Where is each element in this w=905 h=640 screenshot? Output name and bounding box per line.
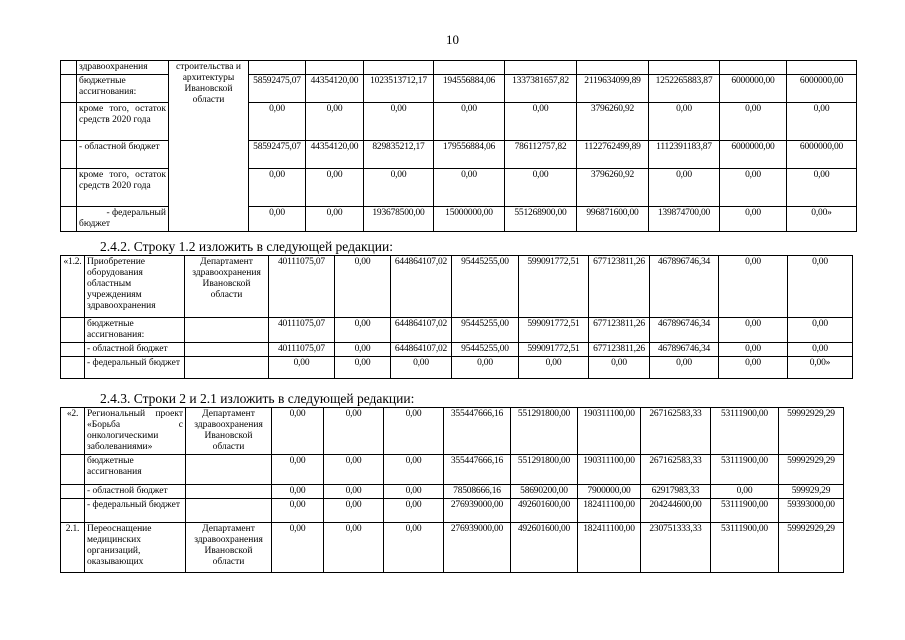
- amount-cell: 7900000,00: [578, 485, 641, 499]
- row-number: [61, 357, 85, 379]
- amount-cell: 3796260,92: [577, 103, 649, 141]
- amount-cell: 40111075,07: [269, 256, 335, 318]
- amount-cell: 0,00: [384, 455, 444, 485]
- row-name: кроме того, остаток средств 2020 года: [77, 103, 169, 141]
- row-name: Переоснащение медицинских организаций, оказывающих: [85, 523, 186, 573]
- table-row: [61, 318, 853, 343]
- amount-cell: 1122762499,89: [577, 141, 649, 169]
- amount-cell: 677123811,26: [589, 256, 650, 318]
- executor-cell: [185, 318, 269, 343]
- amount-cell: 0,00: [364, 103, 434, 141]
- row-name: - областной бюджет: [85, 343, 185, 357]
- amount-cell: 0,00: [249, 207, 306, 232]
- table-row: [61, 523, 844, 573]
- amount-cell: 0,00: [589, 357, 650, 379]
- row-name: - федеральный бюджет: [85, 499, 186, 523]
- amount-cell: 95445255,00: [452, 343, 519, 357]
- amount-cell: 0,00: [324, 408, 384, 455]
- table-continuation: [60, 60, 857, 232]
- amount-cell: 0,00: [719, 343, 788, 357]
- amount-cell: 139874700,00: [649, 207, 720, 232]
- amount-cell: 58592475,07: [249, 75, 306, 103]
- amount-cell: 1023513712,17: [364, 75, 434, 103]
- amount-cell: 644864107,02: [391, 318, 452, 343]
- amount-cell: 62917983,33: [641, 485, 711, 499]
- section-heading-2-4-3: 2.4.3. Строки 2 и 2.1 изложить в следующей редакции:: [100, 391, 415, 406]
- amount-cell: 0,00: [335, 357, 391, 379]
- row-name: Региональный проект «Борьба с онкологическими заболеваниями»: [85, 408, 186, 455]
- amount-cell: 95445255,00: [452, 318, 519, 343]
- amount-cell: [249, 61, 306, 75]
- amount-cell: 40111075,07: [269, 318, 335, 343]
- row-number: «2.: [61, 408, 85, 455]
- amount-cell: 0,00: [788, 343, 853, 357]
- amount-cell: [306, 61, 364, 75]
- amount-cell: 996871600,00: [577, 207, 649, 232]
- amount-cell: 58690200,00: [511, 485, 578, 499]
- amount-cell: 0,00: [505, 103, 577, 141]
- row-number: [61, 169, 77, 207]
- amount-cell: [364, 61, 434, 75]
- amount-cell: 59992929,29: [779, 408, 844, 455]
- amount-cell: 0,00: [364, 169, 434, 207]
- amount-cell: 193678500,00: [364, 207, 434, 232]
- row-number: [61, 318, 85, 343]
- amount-cell: 467896746,34: [650, 343, 719, 357]
- amount-cell: 0,00: [384, 523, 444, 573]
- amount-cell: 0,00: [335, 343, 391, 357]
- executor-cell: [186, 485, 272, 499]
- row-number: 2.1.: [61, 523, 85, 573]
- row-name: здравоохранения: [77, 61, 169, 75]
- amount-cell: 0,00: [306, 169, 364, 207]
- executor-cell: Департамент здравоохранения Ивановской области: [185, 256, 269, 318]
- amount-cell: 644864107,02: [391, 343, 452, 357]
- amount-cell: 1252265883,87: [649, 75, 720, 103]
- amount-cell: 0,00: [249, 103, 306, 141]
- amount-cell: 467896746,34: [650, 256, 719, 318]
- table-row: [61, 256, 853, 318]
- amount-cell: 551291800,00: [511, 455, 578, 485]
- amount-cell: 190311100,00: [578, 455, 641, 485]
- row-number: [61, 499, 85, 523]
- amount-cell: 677123811,26: [589, 318, 650, 343]
- amount-cell: 0,00: [719, 357, 788, 379]
- amount-cell: 0,00: [384, 408, 444, 455]
- amount-cell: 0,00: [649, 169, 720, 207]
- row-name: бюджетные ассигнования:: [77, 75, 169, 103]
- amount-cell: 0,00: [324, 485, 384, 499]
- amount-cell: 95445255,00: [452, 256, 519, 318]
- row-number: «1.2.: [61, 256, 85, 318]
- amount-cell: 0,00: [719, 318, 788, 343]
- row-number: [61, 455, 85, 485]
- amount-cell: 267162583,33: [641, 408, 711, 455]
- row-number: [61, 485, 85, 499]
- amount-cell: 0,00: [391, 357, 452, 379]
- amount-cell: 786112757,82: [505, 141, 577, 169]
- amount-cell: 1112391183,87: [649, 141, 720, 169]
- amount-cell: 829835212,17: [364, 141, 434, 169]
- amount-cell: 276939000,00: [444, 523, 511, 573]
- amount-cell: 599091772,51: [519, 343, 589, 357]
- amount-cell: 59393000,00: [779, 499, 844, 523]
- executor-cell: [185, 357, 269, 379]
- amount-cell: 0,00: [720, 207, 787, 232]
- amount-cell: 677123811,26: [589, 343, 650, 357]
- row-name: - областной бюджет: [85, 485, 186, 499]
- amount-cell: 78508666,16: [444, 485, 511, 499]
- row-number: [61, 343, 85, 357]
- amount-cell: 58592475,07: [249, 141, 306, 169]
- amount-cell: 0,00: [505, 169, 577, 207]
- amount-cell: [649, 61, 720, 75]
- row-name: - федеральный бюджет: [77, 207, 169, 232]
- amount-cell: [720, 61, 787, 75]
- amount-cell: 1337381657,82: [505, 75, 577, 103]
- amount-cell: 0,00: [788, 318, 853, 343]
- amount-cell: [434, 61, 505, 75]
- amount-cell: 59992929,29: [779, 523, 844, 573]
- amount-cell: 0,00»: [787, 207, 857, 232]
- amount-cell: 276939000,00: [444, 499, 511, 523]
- amount-cell: 0,00: [434, 103, 505, 141]
- executor-cell: [186, 455, 272, 485]
- amount-cell: 0,00: [788, 256, 853, 318]
- table-row: [61, 455, 844, 485]
- executor-cell: Департамент здравоохранения Ивановской области: [186, 408, 272, 455]
- row-number: [61, 61, 77, 75]
- table-row: [61, 343, 853, 357]
- amount-cell: 0,00: [711, 485, 779, 499]
- amount-cell: 44354120,00: [306, 141, 364, 169]
- executor-cell: [185, 343, 269, 357]
- amount-cell: 190311100,00: [578, 408, 641, 455]
- amount-cell: 53111900,00: [711, 499, 779, 523]
- amount-cell: 0,00: [324, 499, 384, 523]
- amount-cell: 15000000,00: [434, 207, 505, 232]
- amount-cell: 0,00: [335, 256, 391, 318]
- amount-cell: 40111075,07: [269, 343, 335, 357]
- table-row: [61, 499, 844, 523]
- amount-cell: 0,00: [787, 169, 857, 207]
- row-name: - федеральный бюджет: [85, 357, 185, 379]
- row-name: - областной бюджет: [77, 141, 169, 169]
- table-row: [61, 61, 857, 75]
- amount-cell: 0,00: [272, 523, 324, 573]
- amount-cell: [505, 61, 577, 75]
- amount-cell: 6000000,00: [720, 141, 787, 169]
- amount-cell: 0,00: [306, 103, 364, 141]
- amount-cell: 0,00: [720, 169, 787, 207]
- amount-cell: 0,00: [650, 357, 719, 379]
- amount-cell: 0,00: [335, 318, 391, 343]
- amount-cell: [787, 61, 857, 75]
- page-number: 10: [446, 32, 459, 47]
- amount-cell: 0,00: [720, 103, 787, 141]
- amount-cell: 194556884,06: [434, 75, 505, 103]
- row-number: [61, 141, 77, 169]
- amount-cell: 599091772,51: [519, 318, 589, 343]
- table-row: [61, 357, 853, 379]
- amount-cell: 0,00: [272, 408, 324, 455]
- amount-cell: 0,00: [324, 523, 384, 573]
- amount-cell: 0,00: [272, 499, 324, 523]
- amount-cell: 355447666,16: [444, 408, 511, 455]
- amount-cell: 0,00: [384, 485, 444, 499]
- amount-cell: 0,00: [384, 499, 444, 523]
- section-heading-2-4-2: 2.4.2. Строку 1.2 изложить в следующей редакции:: [100, 239, 393, 254]
- table-row-1-2: [60, 255, 853, 379]
- amount-cell: 0,00: [434, 169, 505, 207]
- amount-cell: 0,00: [649, 103, 720, 141]
- amount-cell: 6000000,00: [787, 75, 857, 103]
- amount-cell: 59992929,29: [779, 455, 844, 485]
- amount-cell: 644864107,02: [391, 256, 452, 318]
- amount-cell: 0,00: [272, 455, 324, 485]
- amount-cell: 44354120,00: [306, 75, 364, 103]
- amount-cell: 6000000,00: [720, 75, 787, 103]
- amount-cell: 230751333,33: [641, 523, 711, 573]
- row-number: [61, 207, 77, 232]
- amount-cell: 492601600,00: [511, 499, 578, 523]
- table-rows-2-and-2-1: [60, 407, 844, 573]
- amount-cell: 53111900,00: [711, 455, 779, 485]
- amount-cell: 182411100,00: [578, 523, 641, 573]
- amount-cell: 53111900,00: [711, 523, 779, 573]
- amount-cell: 551268900,00: [505, 207, 577, 232]
- amount-cell: 0,00: [249, 169, 306, 207]
- executor-cell: [186, 499, 272, 523]
- amount-cell: 467896746,34: [650, 318, 719, 343]
- amount-cell: 204244600,00: [641, 499, 711, 523]
- amount-cell: 0,00: [324, 455, 384, 485]
- amount-cell: 3796260,92: [577, 169, 649, 207]
- amount-cell: 179556884,06: [434, 141, 505, 169]
- row-name: Приобретение оборудования областным учреждениям здравоохранения: [85, 256, 185, 318]
- amount-cell: 599929,29: [779, 485, 844, 499]
- amount-cell: 0,00: [719, 256, 788, 318]
- amount-cell: 0,00: [519, 357, 589, 379]
- amount-cell: 0,00: [452, 357, 519, 379]
- amount-cell: [577, 61, 649, 75]
- row-name: бюджетные ассигнования: [85, 455, 186, 485]
- amount-cell: 0,00: [306, 207, 364, 232]
- amount-cell: 355447666,16: [444, 455, 511, 485]
- amount-cell: 0,00: [269, 357, 335, 379]
- amount-cell: 2119634099,89: [577, 75, 649, 103]
- amount-cell: 0,00: [787, 103, 857, 141]
- executor-cell: Департамент здравоохранения Ивановской области: [186, 523, 272, 573]
- amount-cell: 0,00: [272, 485, 324, 499]
- amount-cell: 599091772,51: [519, 256, 589, 318]
- executor-cell: строительства и архитектуры Ивановской области: [169, 61, 249, 232]
- table-row: [61, 485, 844, 499]
- amount-cell: 6000000,00: [787, 141, 857, 169]
- table-row: [61, 408, 844, 455]
- row-name: кроме того, остаток средств 2020 года: [77, 169, 169, 207]
- amount-cell: 53111900,00: [711, 408, 779, 455]
- amount-cell: 492601600,00: [511, 523, 578, 573]
- row-number: [61, 103, 77, 141]
- row-name: бюджетные ассигнования:: [85, 318, 185, 343]
- amount-cell: 182411100,00: [578, 499, 641, 523]
- amount-cell: 551291800,00: [511, 408, 578, 455]
- row-number: [61, 75, 77, 103]
- amount-cell: 0,00»: [788, 357, 853, 379]
- amount-cell: 267162583,33: [641, 455, 711, 485]
